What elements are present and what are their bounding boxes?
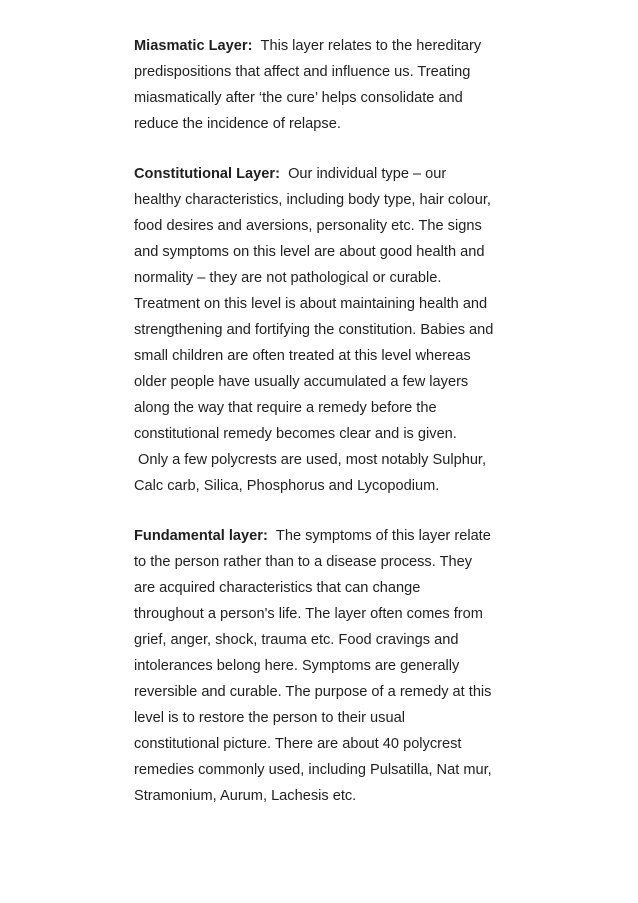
line-text: The symptoms of this layer relate	[275, 528, 491, 544]
paragraph-line: reversible and curable. The purpose of a remedy at this	[134, 684, 492, 700]
line-text: This layer relates to the hereditary	[260, 38, 482, 54]
section-term: Miasmatic Layer:	[134, 38, 253, 54]
paragraph-line: Treatment on this level is about maintaining health and	[134, 296, 488, 312]
paragraph-line: throughout a person's life. The layer often comes from	[134, 606, 483, 622]
paragraph-line: to the person rather than to a disease process. They	[134, 554, 473, 570]
paragraph-line: grief, anger, shock, trauma etc. Food cravings and	[134, 632, 459, 648]
line-text: Our individual type – our	[288, 166, 447, 182]
paragraph-line: Stramonium, Aurum, Lachesis etc.	[134, 788, 357, 804]
paragraph-line: food desires and aversions, personality etc. The signs	[134, 218, 482, 234]
paragraph-line: older people have usually accumulated a few layers	[134, 374, 469, 390]
paragraph-line: intolerances belong here. Symptoms are generally	[134, 658, 460, 674]
paragraph-line: constitutional picture. There are about 40 polycrest	[134, 736, 462, 752]
paragraph-line: normality – they are not pathological or curable.	[134, 270, 442, 286]
paragraph-line: reduce the incidence of relapse.	[134, 116, 341, 132]
paragraph-line: remedies commonly used, including Pulsatilla, Nat mur,	[134, 762, 492, 778]
paragraph-line: Only a few polycrests are used, most notably Sulphur,	[134, 452, 487, 468]
paragraph-line: miasmatically after ‘the cure’ helps consolidate and	[134, 90, 463, 106]
paragraph-line: Calc carb, Silica, Phosphorus and Lycopodium.	[134, 478, 440, 494]
section-term: Constitutional Layer:	[134, 166, 280, 182]
paragraph-line	[134, 33, 481, 59]
paragraph-line: constitutional remedy becomes clear and is given.	[134, 426, 457, 442]
paragraph-line: predispositions that affect and influence us. Treating	[134, 64, 471, 80]
paragraph-line: strengthening and fortifying the constitution. Babies and	[134, 322, 494, 338]
paragraph-line: level is to restore the person to their usual	[134, 710, 405, 726]
paragraph-line: along the way that require a remedy before the	[134, 400, 437, 416]
paragraph-line: and symptoms on this level are about good health and	[134, 244, 485, 260]
paragraph-line: healthy characteristics, including body type, hair colour,	[134, 192, 491, 208]
paragraph-line	[134, 523, 491, 549]
section-term: Fundamental layer:	[134, 528, 268, 544]
paragraph-line	[134, 161, 446, 187]
paragraph-line: small children are often treated at this level whereas	[134, 348, 471, 364]
paragraph-line: are acquired characteristics that can change	[134, 580, 421, 596]
